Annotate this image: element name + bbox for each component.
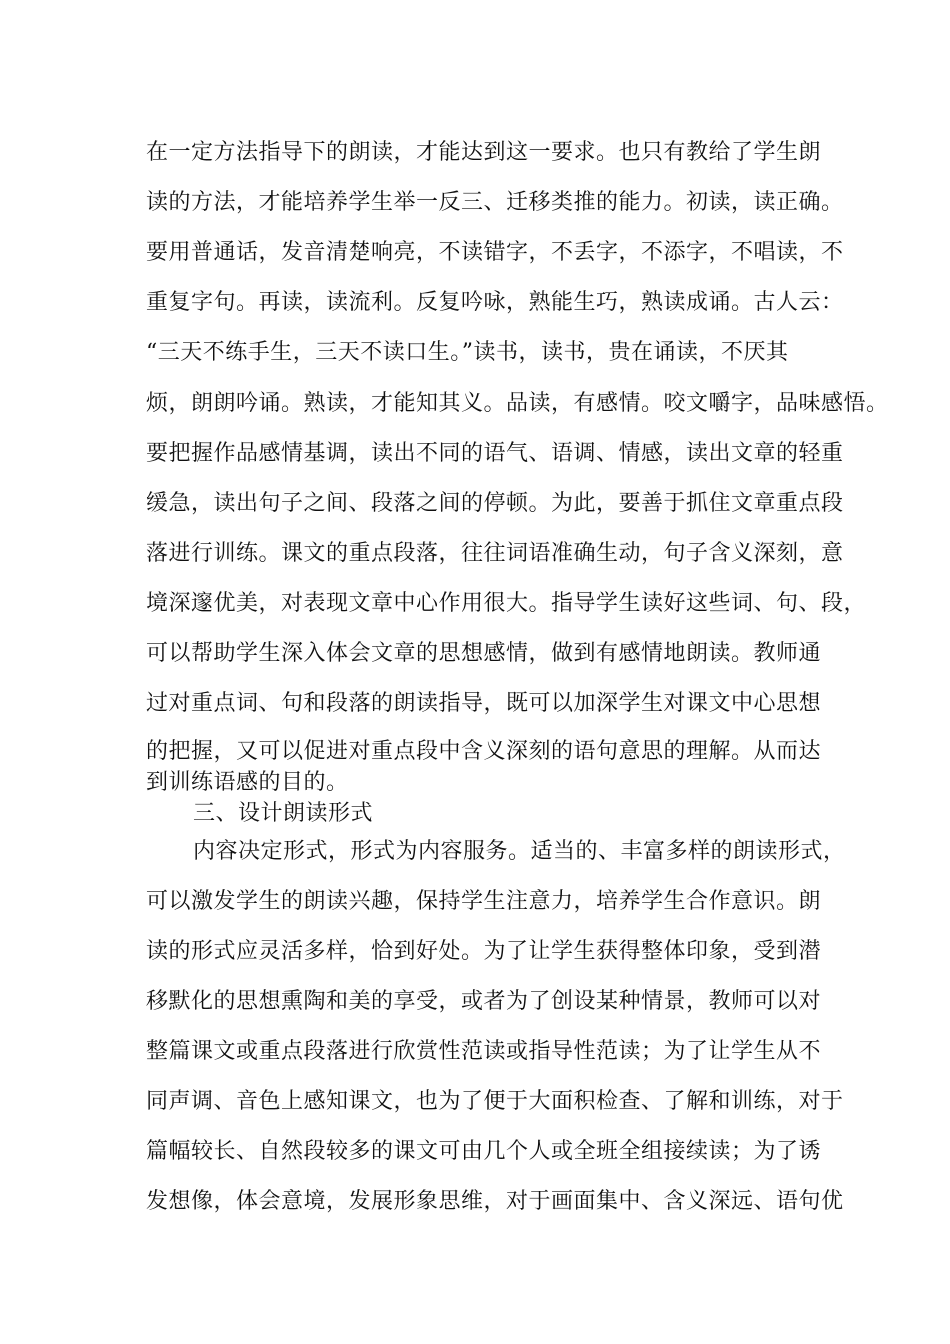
text-line: 整篇课文或重点段落进行欣赏性范读或指导性范读；为了让学生从不 [146,1039,822,1064]
text-line: “三天不练手生，三天不读口生。”读书，读书，贵在诵读，不厌其 [146,340,789,365]
text-line: 境深邃优美，对表现文章中心作用很大。指导学生读好这些词、句、段， [146,591,867,616]
text-line: 读的方法，才能培养学生举一反三、迁移类推的能力。初读，读正确。 [146,190,844,215]
text-line: 落进行训练。课文的重点段落，往往词语准确生动，句子含义深刻，意 [146,541,844,566]
text-line: 烦，朗朗吟诵。熟读，才能知其义。品读，有感情。咬文嚼字，品味感悟。 [146,391,889,416]
text-line: 缓急，读出句子之间、段落之间的停顿。为此，要善于抓住文章重点段 [146,491,844,516]
text-line: 内容决定形式，形式为内容服务。适当的、丰富多样的朗读形式， [193,839,846,864]
text-line: 读的形式应灵活多样，恰到好处。为了让学生获得整体印象，受到潜 [146,939,822,964]
text-line: 移默化的思想熏陶和美的享受，或者为了创设某种情景，教师可以对 [146,989,822,1014]
text-line: 发想像，体会意境，发展形象思维，对于画面集中、含义深远、语句优 [146,1189,844,1214]
section-heading: 三、设计朗读形式 [193,801,374,826]
text-line: 过对重点词、句和段落的朗读指导，既可以加深学生对课文中心思想 [146,691,822,716]
text-line: 要把握作品感情基调，读出不同的语气、语调、情感，读出文章的轻重 [146,441,844,466]
text-line: 的把握，又可以促进对重点段中含义深刻的语句意思的理解。从而达 [146,739,822,764]
text-line: 要用普通话，发音清楚响亮，不读错字，不丢字，不添字，不唱读，不 [146,240,844,265]
text-line: 可以帮助学生深入体会文章的思想感情，做到有感情地朗读。教师通 [146,641,822,666]
text-line: 同声调、音色上感知课文，也为了便于大面积检查、了解和训练，对于 [146,1089,844,1114]
text-line: 可以激发学生的朗读兴趣，保持学生注意力，培养学生合作意识。朗 [146,889,822,914]
text-line: 到训练语感的目的。 [146,770,349,795]
text-line: 重复字句。再读，读流利。反复吟咏，熟能生巧，熟读成诵。古人云： [146,290,844,315]
text-line: 篇幅较长、自然段较多的课文可由几个人或全班全组接续读；为了诱 [146,1139,822,1164]
text-line: 在一定方法指导下的朗读，才能达到这一要求。也只有教给了学生朗 [146,140,822,165]
